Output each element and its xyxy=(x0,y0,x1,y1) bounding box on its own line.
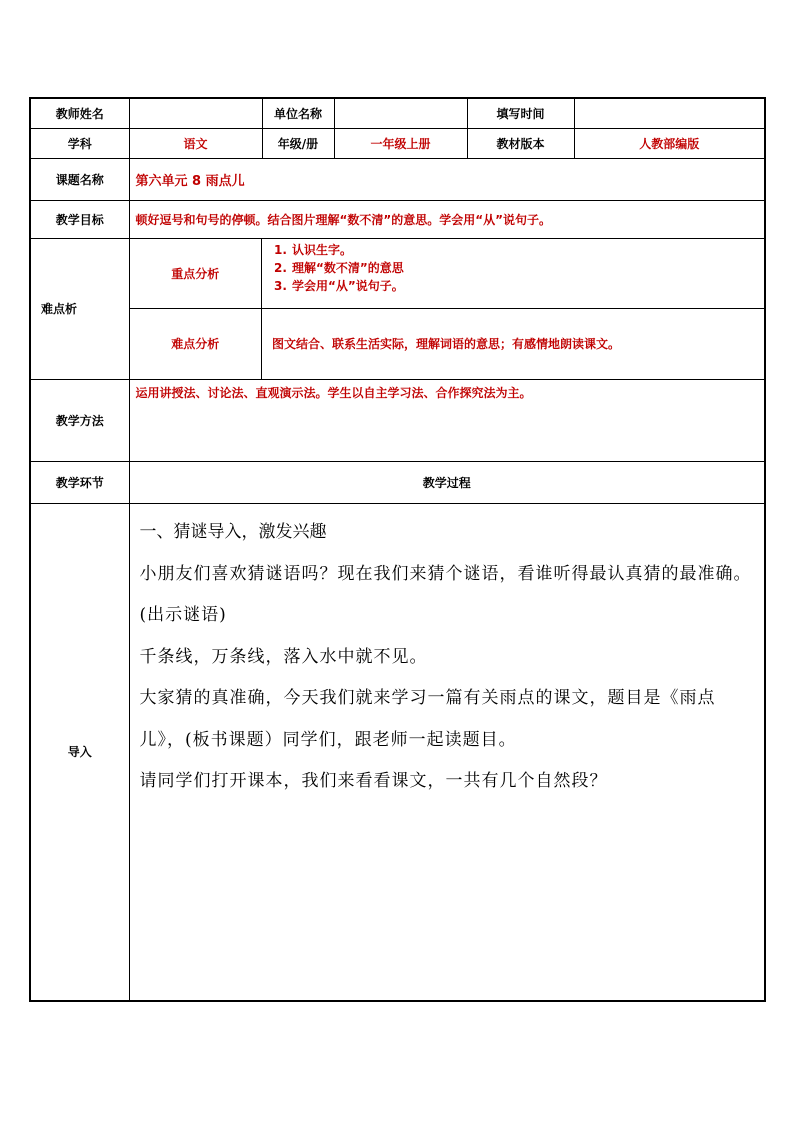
unit-name-label: 单位名称 xyxy=(262,98,334,128)
unit-name-field[interactable] xyxy=(334,98,467,128)
teacher-name-label: 教师姓名 xyxy=(30,98,129,128)
lesson-plan-table xyxy=(29,97,766,1002)
key-points-list xyxy=(262,241,764,295)
intro-content xyxy=(129,503,765,1001)
method-row xyxy=(30,379,765,461)
hard-analysis-label: 难点分析 xyxy=(130,309,262,379)
header-row xyxy=(30,98,765,128)
difficulty-label: 难点析 xyxy=(30,238,129,379)
goal-label: 教学目标 xyxy=(30,200,129,238)
fill-time-label: 填写时间 xyxy=(467,98,574,128)
list-item: 1. 认识生字。 xyxy=(274,242,353,257)
topic-label: 课题名称 xyxy=(30,158,129,200)
list-item: 3. 学会用“从”说句子。 xyxy=(274,278,404,293)
grade-value: 一年级上册 xyxy=(334,128,467,158)
goal-row xyxy=(30,200,765,238)
difficulty-row xyxy=(30,238,765,379)
key-analysis-label: 重点分析 xyxy=(130,239,262,309)
method-label: 教学方法 xyxy=(30,379,129,461)
hard-analysis-value: 图文结合、联系生活实际，理解词语的意思；有感情地朗读课文。 xyxy=(272,337,621,352)
intro-paragraph: 请同学们打开课本，我们来看看课文，一共有几个自然段？ xyxy=(139,771,608,791)
intro-paragraph: 小朋友们喜欢猜谜语吗？现在我们来猜个谜语，看谁听得最认真猜的最准确。(出示谜语) xyxy=(139,563,752,625)
list-item: 2. 理解“数不清”的意思 xyxy=(274,260,404,275)
subject-label: 学科 xyxy=(30,128,129,158)
intro-paragraph: 千条线，万条线，落入水中就不见。 xyxy=(139,646,428,667)
intro-paragraph: 大家猜的真准确，今天我们就来学习一篇有关雨点的课文，题目是《雨点儿》，(板书课题）同学们，跟老师一起读题目。 xyxy=(139,688,716,750)
section-label: 教学环节 xyxy=(30,461,129,503)
edition-label: 教材版本 xyxy=(467,128,574,158)
difficulty-subtable xyxy=(130,239,765,379)
intro-row xyxy=(30,503,765,1001)
method-value: 运用讲授法、讨论法、直观演示法。学生以自主学习法、合作探究法为主。 xyxy=(129,379,765,461)
intro-heading: 一、猜谜导入，激发兴趣 xyxy=(139,521,327,542)
subject-value: 语文 xyxy=(129,128,262,158)
goal-value: 顿好逗号和句号的停顿。结合图片理解“数不清”的意思。学会用“从”说句子。 xyxy=(129,200,765,238)
topic-value: 第六单元 8 雨点儿 xyxy=(129,158,765,200)
intro-label: 导入 xyxy=(30,503,129,1001)
grade-label: 年级/册 xyxy=(262,128,334,158)
subject-row xyxy=(30,128,765,158)
topic-row xyxy=(30,158,765,200)
fill-time-field[interactable] xyxy=(574,98,765,128)
edition-value: 人教部编版 xyxy=(574,128,765,158)
process-label: 教学过程 xyxy=(129,461,765,503)
teacher-name-field[interactable] xyxy=(129,98,262,128)
process-header-row xyxy=(30,461,765,503)
